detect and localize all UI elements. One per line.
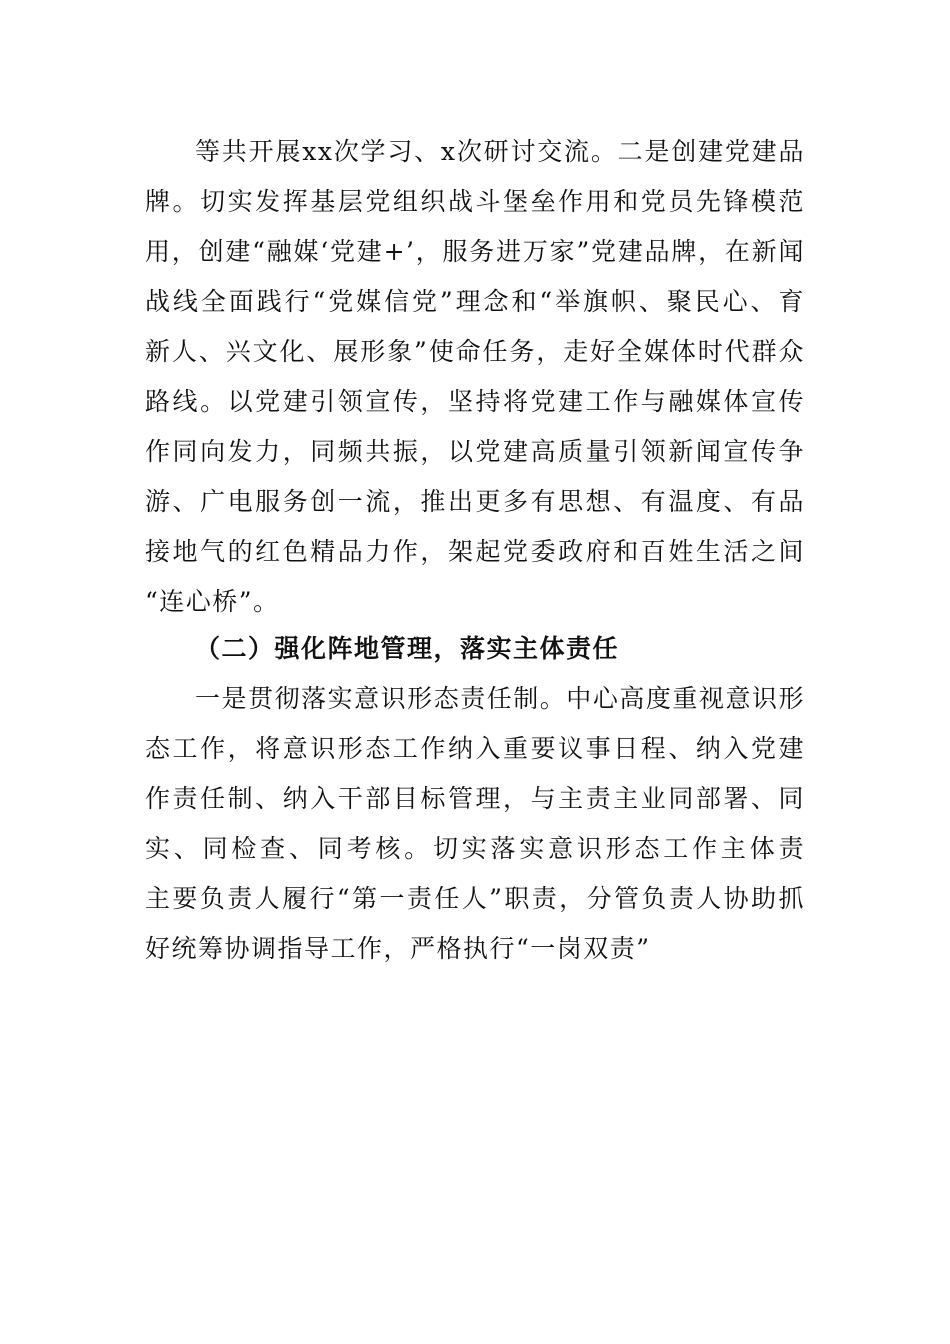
paragraph-line: 战线全面践行“党媒信党”理念和“举旗帜、聚民心、育: [145, 287, 805, 316]
paragraph-line: 牌。切实发挥基层党组织战斗堡垒作用和党员先锋模范: [145, 187, 805, 216]
paragraph-line: 等共开展xx次学习、x次研讨交流。二是创建党建品: [195, 137, 805, 166]
paragraph-line: 实、同检查、同考核。切实落实意识形态工作主体责: [145, 834, 805, 863]
paragraph-line: 新人、兴文化、展形象”使命任务，走好全媒体时代群众: [145, 337, 805, 366]
paragraph-line: 态工作，将意识形态工作纳入重要议事日程、纳入党建: [145, 734, 805, 763]
paragraph-line: 接地气的红色精品力作，架起党委政府和百姓生活之间: [145, 537, 805, 566]
section-heading: （二）强化阵地管理，落实主体责任: [195, 634, 620, 663]
paragraph-line: 主要负责人履行“第一责任人”职责，分管负责人协助抓: [145, 884, 805, 913]
paragraph-line: 一是贯彻落实意识形态责任制。中心高度重视意识形: [195, 684, 805, 713]
paragraph-line: “连心桥”。: [145, 587, 280, 616]
paragraph-line: 好统筹协调指导工作，严格执行“一岗双责”: [145, 934, 651, 963]
paragraph-line: 作责任制、纳入干部目标管理，与主责主业同部署、同: [145, 784, 805, 813]
paragraph-line: 游、广电服务创一流，推出更多有思想、有温度、有品: [145, 487, 805, 516]
paragraph-line: 用，创建“融媒‘党建+’，服务进万家”党建品牌，在新闻: [145, 237, 805, 266]
paragraph-line: 路线。以党建引领宣传，坚持将党建工作与融媒体宣传: [145, 387, 805, 416]
paragraph-line: 作同向发力，同频共振，以党建高质量引领新闻宣传争: [145, 437, 805, 466]
